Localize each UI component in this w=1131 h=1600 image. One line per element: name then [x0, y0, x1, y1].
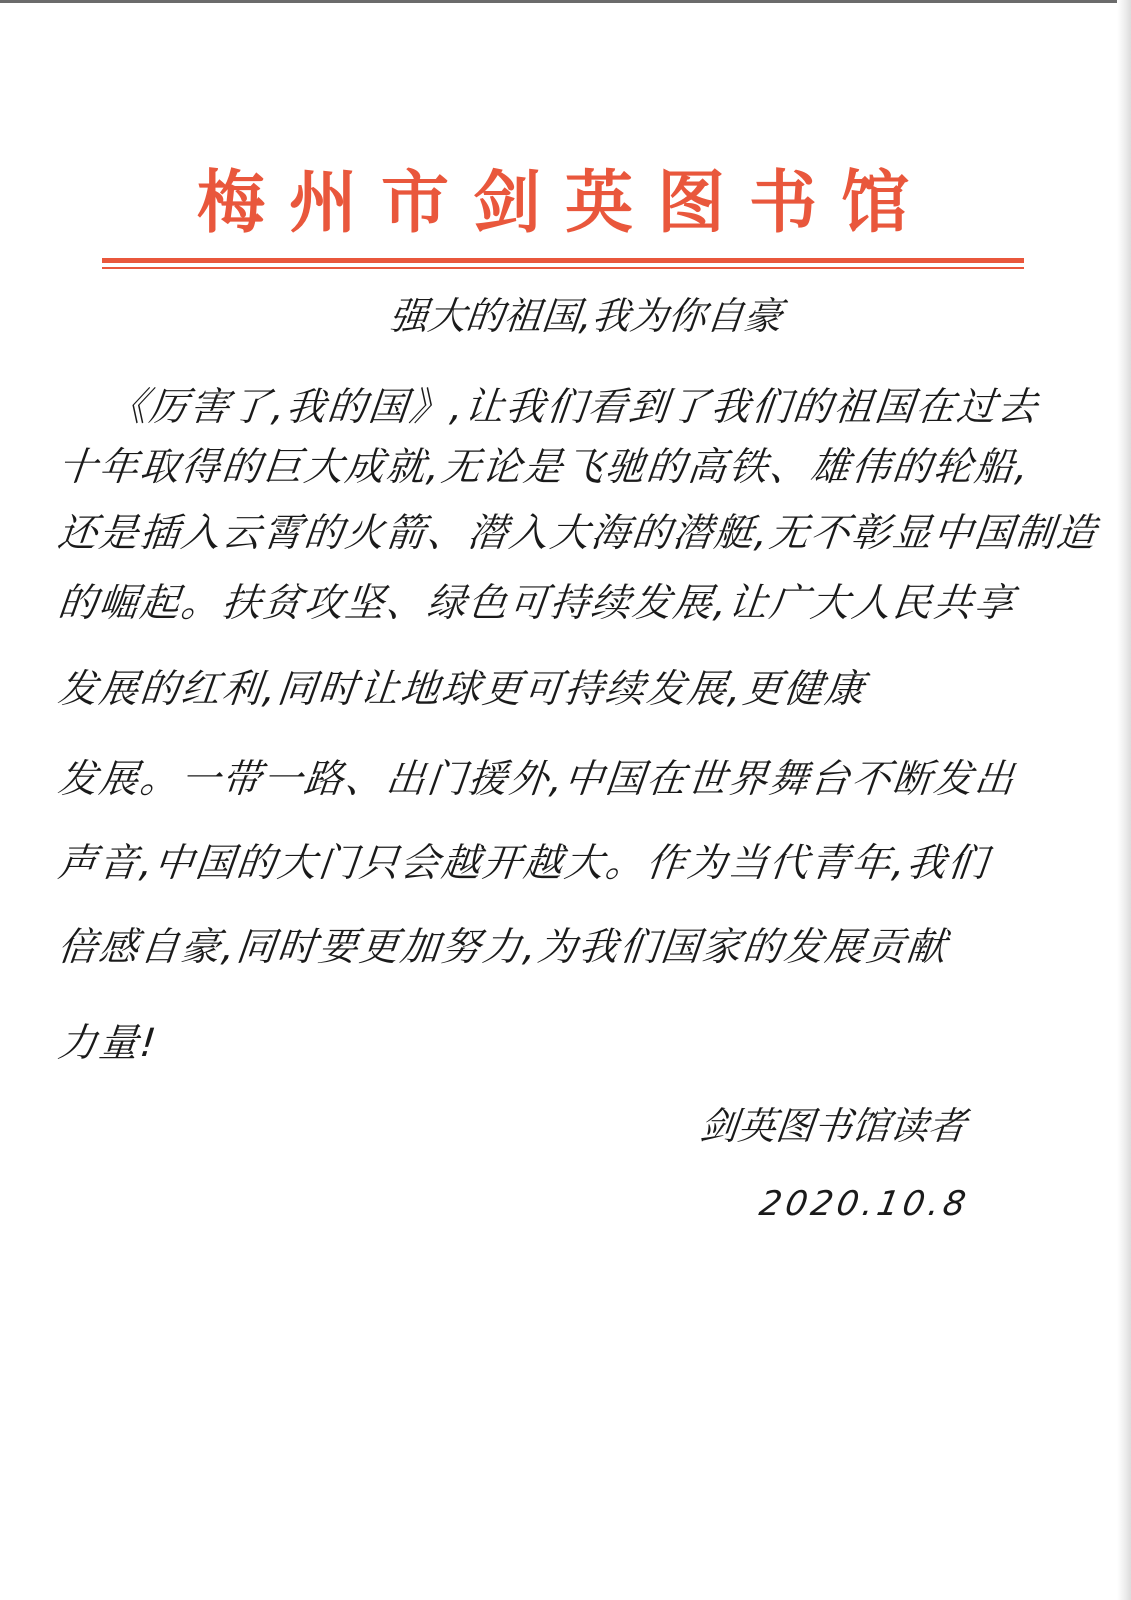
- letter-heading: 强大的祖国,我为你自豪: [387, 294, 785, 338]
- body-line: 发展的红利,同时让地球更可持续发展,更健康: [55, 667, 869, 712]
- body-line: 发展。一带一路、出门援外,中国在世界舞台不断发出: [55, 757, 1018, 802]
- body-line: 力量!: [55, 1021, 161, 1066]
- body-line: 倍感自豪,同时要更加努力,为我们国家的发展贡献: [55, 925, 951, 970]
- body-line: 的崛起。扶贫攻坚、绿色可持续发展,让广大人民共享: [55, 581, 1018, 626]
- letter-date: 2020.10.8: [756, 1184, 973, 1224]
- letterhead-rule-thin: [102, 267, 1024, 269]
- body-line: 《厉害了,我的国》,让我们看到了我们的祖国在过去: [105, 385, 1042, 430]
- body-line: 声音,中国的大门只会越开越大。作为当代青年,我们: [55, 841, 992, 886]
- scan-edge-top: [0, 0, 1131, 3]
- body-line: 十年取得的巨大成就,无论是飞驰的高铁、雄伟的轮船,: [55, 445, 1033, 490]
- scan-edge-right: [1117, 0, 1131, 1600]
- body-line: 还是插入云霄的火箭、潜入大海的潜艇,无不彰显中国制造: [55, 511, 1100, 556]
- letterhead-rule-thick: [102, 258, 1024, 263]
- signature: 剑英图书馆读者: [697, 1104, 969, 1148]
- letterhead-title: 梅州市剑英图书馆: [196, 163, 933, 243]
